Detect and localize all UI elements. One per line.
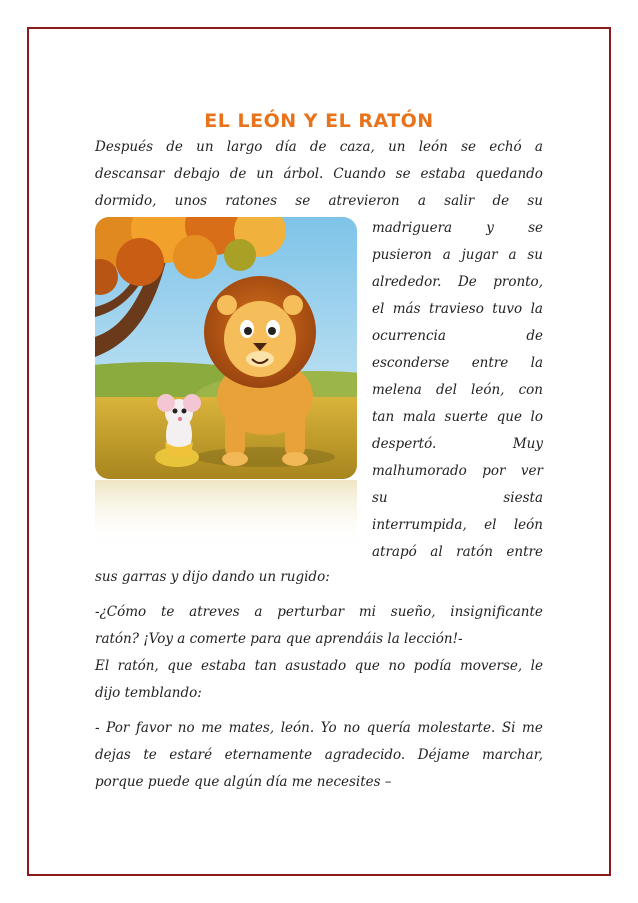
paragraph-line: el más travieso tuvo la [372,301,543,317]
dialogue-line: - Por favor no me mates, león. Yo no quería molestarte. Si me [95,720,543,736]
paragraph-line: Después de un largo día de caza, un león se echó a [95,139,543,155]
paragraph-line: madriguera y se [372,220,543,236]
lion-and-mouse-illustration [95,217,357,479]
paragraph-line: sus garras y dijo dando un rugido: [95,569,330,585]
paragraph-line: su siesta [372,490,543,506]
paragraph-line: tan mala suerte que lo [372,409,543,425]
paragraph-line: melena del león, con [372,382,543,398]
dialogue-line: -¿Cómo te atreves a perturbar mi sueño, insignificante [95,604,543,620]
illustration-svg [95,217,357,479]
paragraph-line: alrededor. De pronto, [372,274,543,290]
paragraph-line: descansar debajo de un árbol. Cuando se estaba quedando [95,166,543,182]
dialogue-line: dejas te estaré eternamente agradecido. Déjame marchar, [95,747,543,763]
dialogue-line: porque puede que algún día me necesites – [95,774,392,790]
paragraph-line: pusieron a jugar a su [372,247,543,263]
paragraph-line: atrapó al ratón entre [372,544,543,560]
story-title: EL LEÓN Y EL RATÓN [204,110,434,132]
paragraph-line: dijo temblando: [95,685,202,701]
paragraph-line: esconderse entre la [372,355,543,371]
reflection-svg [95,480,357,550]
paragraph-line: ocurrencia de [372,328,543,344]
illustration-reflection [95,480,357,550]
paragraph-line: El ratón, que estaba tan asustado que no podía moverse, le [95,658,543,674]
paragraph-line: interrumpida, el león [372,517,543,533]
paragraph-line: dormido, unos ratones se atrevieron a salir de su [95,193,543,209]
paragraph-line: malhumorado por ver [372,463,543,479]
paragraph-line: despertó. Muy [372,436,543,452]
dialogue-line: ratón? ¡Voy a comerte para que aprendáis la lección!- [95,631,463,647]
